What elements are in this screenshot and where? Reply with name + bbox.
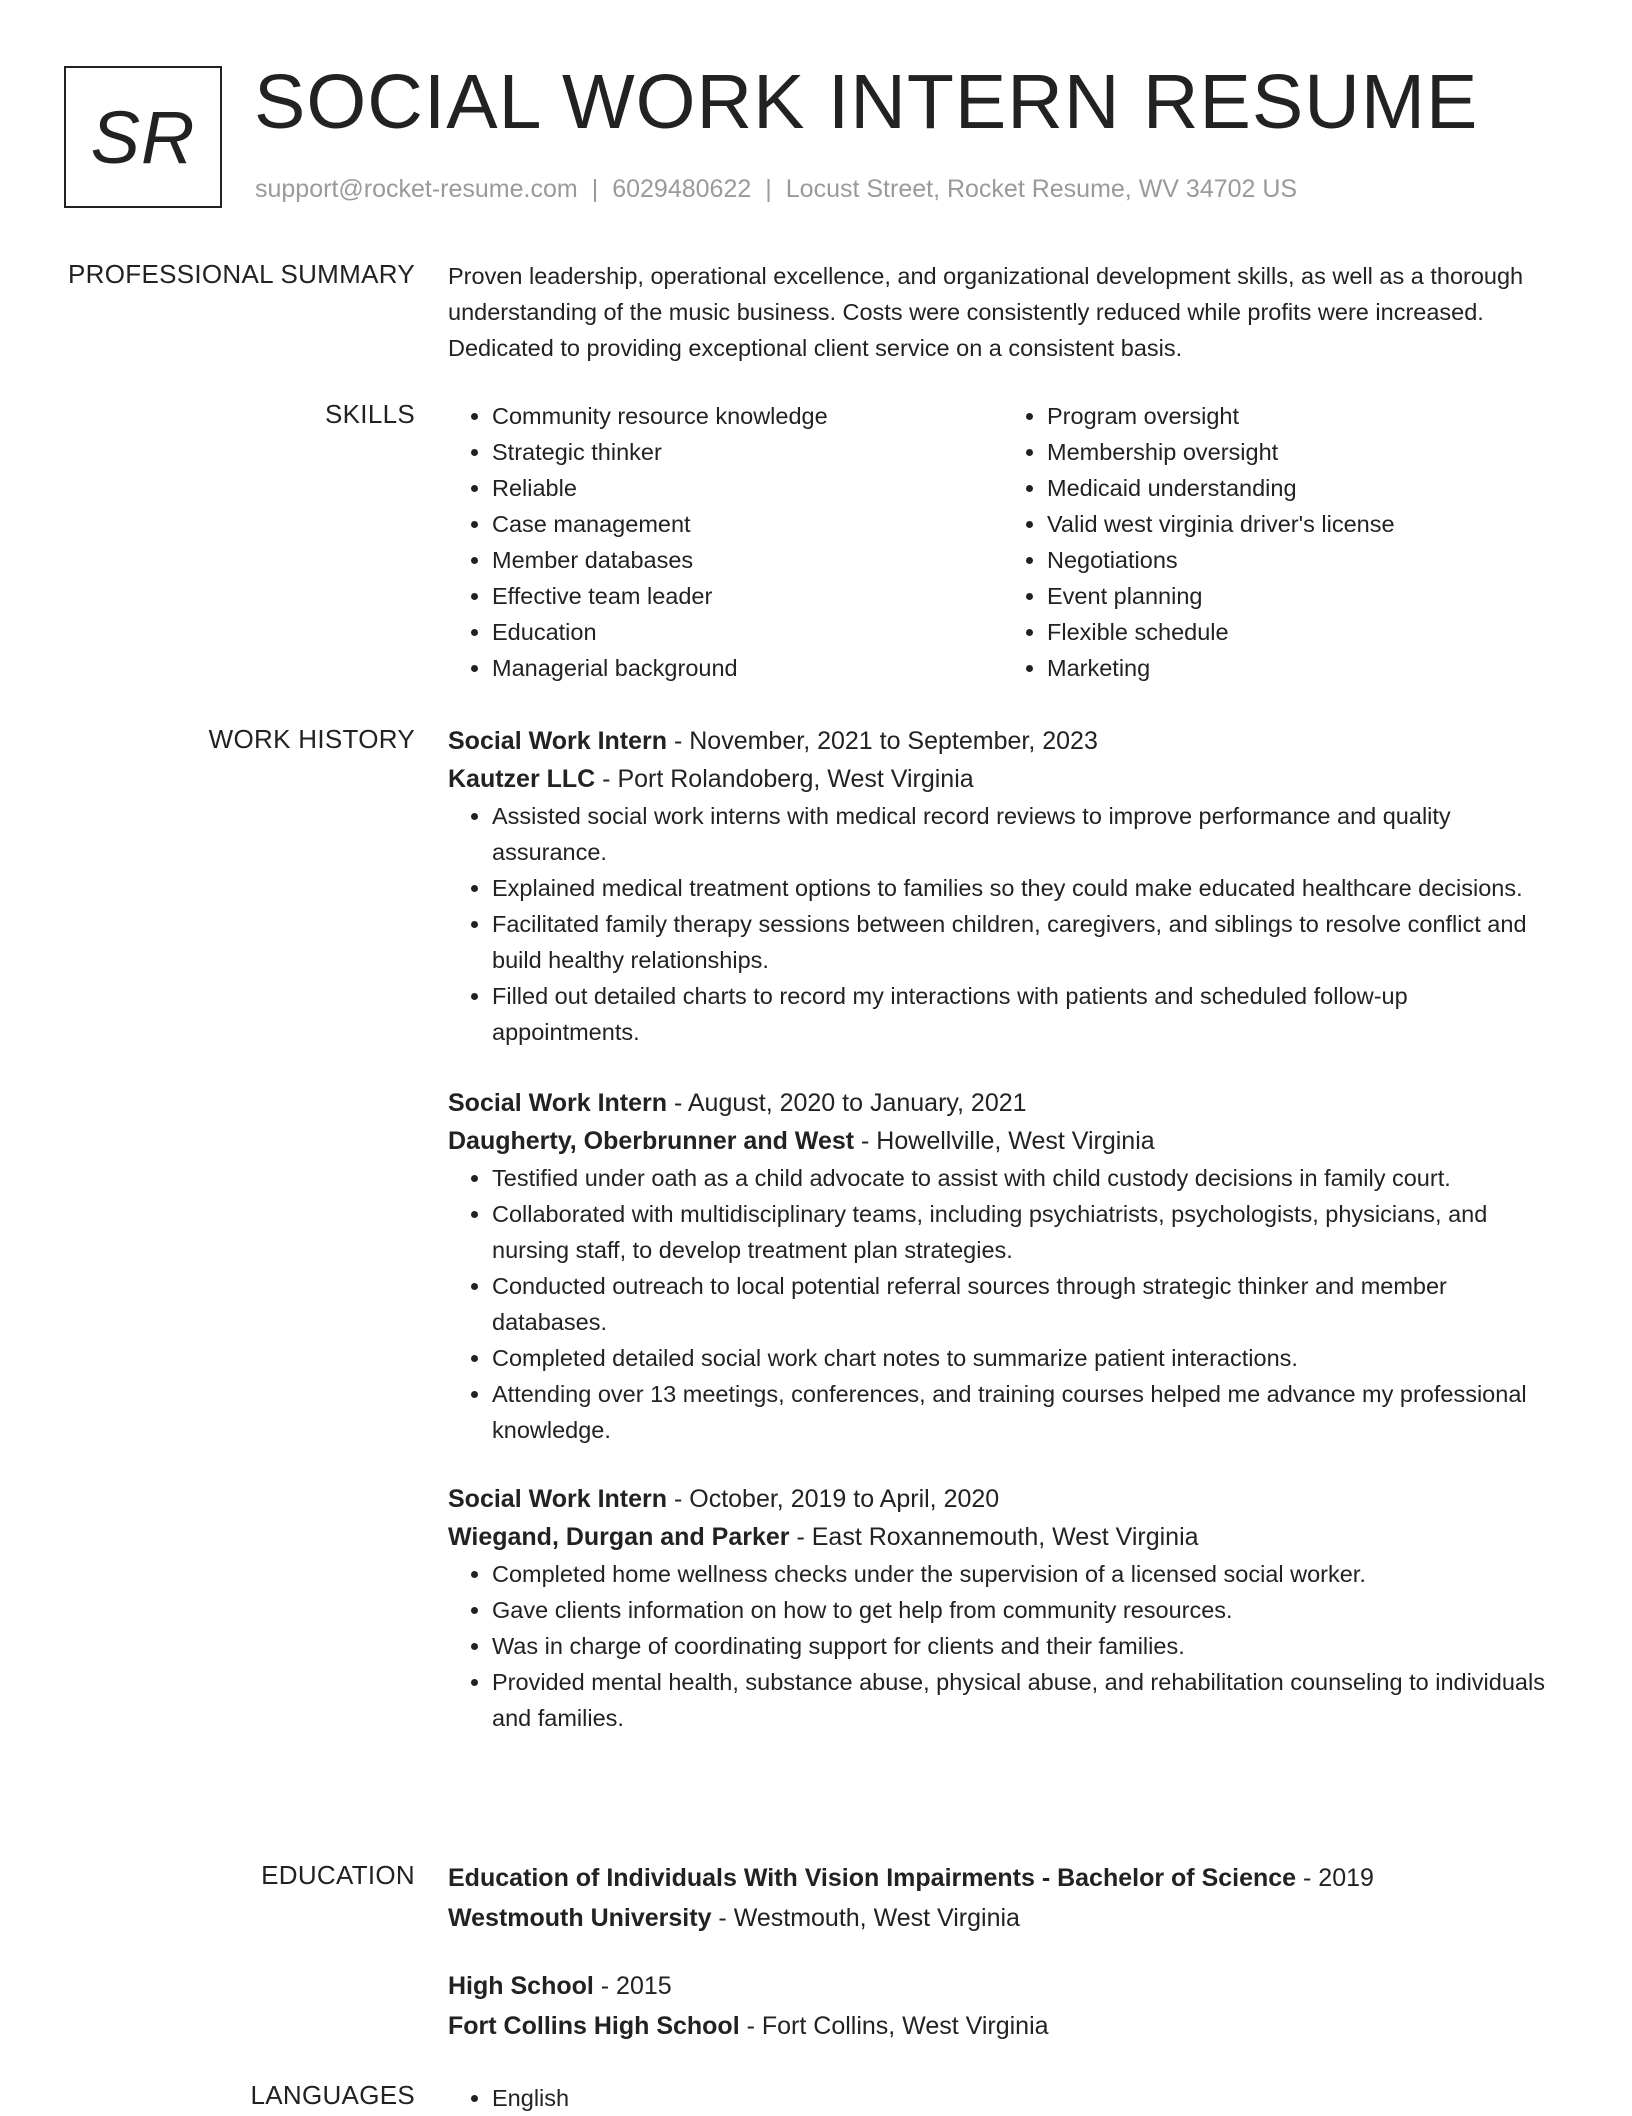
education-entry — [448, 1966, 1558, 2046]
education-school-line — [448, 2006, 1558, 2046]
education-year: - 2019 — [1296, 1864, 1374, 1892]
duty-item: • Filled out detailed charts to record my interactions with patients and scheduled follow-up appointments. — [492, 978, 1558, 1050]
duty-item: • Completed detailed social work chart notes to summarize patient interactions. — [492, 1340, 1558, 1376]
contact-line — [255, 175, 1297, 204]
job-title: Social Work Intern — [448, 727, 668, 755]
education-location: - Fort Collins, West Virginia — [739, 2012, 1049, 2040]
education-school: Fort Collins High School — [448, 2012, 740, 2040]
skill-item: • Flexible schedule — [1047, 614, 1558, 650]
section-label: WORK HISTORY — [208, 724, 415, 754]
job-title: Social Work Intern — [448, 1485, 668, 1513]
job-entry — [448, 722, 1558, 1050]
skill-item: • Education — [492, 614, 1003, 650]
job-location: - Howellville, West Virginia — [854, 1127, 1155, 1155]
monogram-box — [64, 66, 222, 208]
summary-text: Proven leadership, operational excellence, and organizational development skills, as well as a thorough understanding of the music business. Costs were consistently reduced while profits were increased. Dedicated to providing exceptional client service on a consistent basis. — [448, 263, 1524, 361]
skill-item: • Valid west virginia driver's license — [1047, 506, 1558, 542]
job-title-line — [448, 1480, 1558, 1518]
job-title-line — [448, 1084, 1558, 1122]
duty-item: • Was in charge of coordinating support for clients and their families. — [492, 1628, 1558, 1664]
skill-item: • Negotiations — [1047, 542, 1558, 578]
contact-email: support@rocket-resume.com — [255, 175, 578, 203]
skill-item: • Effective team leader — [492, 578, 1003, 614]
contact-separator: | — [591, 175, 599, 203]
job-title: Social Work Intern — [448, 1089, 668, 1117]
contact-phone: 6029480622 — [612, 175, 752, 203]
job-company: Daugherty, Oberbrunner and West — [448, 1127, 855, 1155]
section-label: PROFESSIONAL SUMMARY — [68, 259, 415, 289]
job-company: Kautzer LLC — [448, 765, 596, 793]
job-dates: - October, 2019 to April, 2020 — [667, 1485, 1000, 1513]
education-school: Westmouth University — [448, 1904, 712, 1932]
skill-item: • Case management — [492, 506, 1003, 542]
skill-item: • Reliable — [492, 470, 1003, 506]
monogram-initials: SR — [90, 95, 196, 179]
job-entry — [448, 1084, 1558, 1448]
job-company-line — [448, 760, 1558, 798]
job-title-line — [448, 722, 1558, 760]
skill-item: • Marketing — [1047, 650, 1558, 686]
skills-list-right — [1003, 398, 1558, 686]
language-item: • English — [492, 2080, 1558, 2116]
skill-item: • Event planning — [1047, 578, 1558, 614]
duty-item: • Facilitated family therapy sessions between children, caregivers, and siblings to resolve conflict and build healthy relationships. — [492, 906, 1558, 978]
job-entry — [448, 1480, 1558, 1736]
skill-item: • Managerial background — [492, 650, 1003, 686]
duty-item: • Testified under oath as a child advocate to assist with child custody decisions in family court. — [492, 1160, 1558, 1196]
skill-item: • Membership oversight — [1047, 434, 1558, 470]
duty-item: • Provided mental health, substance abuse, physical abuse, and rehabilitation counseling to individuals and families. — [492, 1664, 1558, 1736]
education-entry — [448, 1858, 1558, 1938]
skill-item: • Program oversight — [1047, 398, 1558, 434]
languages-list — [448, 2080, 1558, 2116]
duty-item: • Attending over 13 meetings, conferences, and training courses helped me advance my professional knowledge. — [492, 1376, 1558, 1448]
duty-item: • Completed home wellness checks under the supervision of a licensed social worker. — [492, 1556, 1558, 1592]
skill-item: • Community resource knowledge — [492, 398, 1003, 434]
contact-address: Locust Street, Rocket Resume, WV 34702 US — [785, 175, 1298, 203]
education-degree: High School — [448, 1972, 594, 2000]
duty-item: • Collaborated with multidisciplinary teams, including psychiatrists, psychologists, physicians, and nursing staff, to develop treatment plan strategies. — [492, 1196, 1558, 1268]
skills-list-left — [448, 398, 1003, 686]
job-location: - East Roxannemouth, West Virginia — [789, 1523, 1199, 1551]
job-company-line — [448, 1518, 1558, 1556]
job-company: Wiegand, Durgan and Parker — [448, 1523, 790, 1551]
resume-title: SOCIAL WORK INTERN RESUME — [254, 59, 1479, 145]
duty-item: • Assisted social work interns with medical record reviews to improve performance and quality assurance. — [492, 798, 1558, 870]
job-dates: - August, 2020 to January, 2021 — [667, 1089, 1027, 1117]
duty-item: • Conducted outreach to local potential referral sources through strategic thinker and member databases. — [492, 1268, 1558, 1340]
job-duties — [448, 1160, 1558, 1448]
skill-item: • Member databases — [492, 542, 1003, 578]
section-label: EDUCATION — [261, 1860, 415, 1890]
job-company-line — [448, 1122, 1558, 1160]
education-degree-line — [448, 1966, 1558, 2006]
skill-item: • Strategic thinker — [492, 434, 1003, 470]
education-year: - 2015 — [593, 1972, 672, 2000]
job-dates: - November, 2021 to September, 2023 — [667, 727, 1098, 755]
job-duties — [448, 1556, 1558, 1736]
contact-separator: | — [765, 175, 772, 203]
education-degree: Education of Individuals With Vision Impairments - Bachelor of Science — [448, 1864, 1297, 1892]
job-duties — [448, 798, 1558, 1050]
section-label: LANGUAGES — [250, 2080, 415, 2110]
education-degree-line — [448, 1858, 1558, 1898]
education-location: - Westmouth, West Virginia — [711, 1904, 1020, 1932]
section-label: SKILLS — [325, 399, 415, 429]
education-school-line — [448, 1898, 1558, 1938]
job-location: - Port Rolandoberg, West Virginia — [595, 765, 974, 793]
skill-item: • Medicaid understanding — [1047, 470, 1558, 506]
duty-item: • Gave clients information on how to get help from community resources. — [492, 1592, 1558, 1628]
duty-item: • Explained medical treatment options to families so they could make educated healthcare decisions. — [492, 870, 1558, 906]
